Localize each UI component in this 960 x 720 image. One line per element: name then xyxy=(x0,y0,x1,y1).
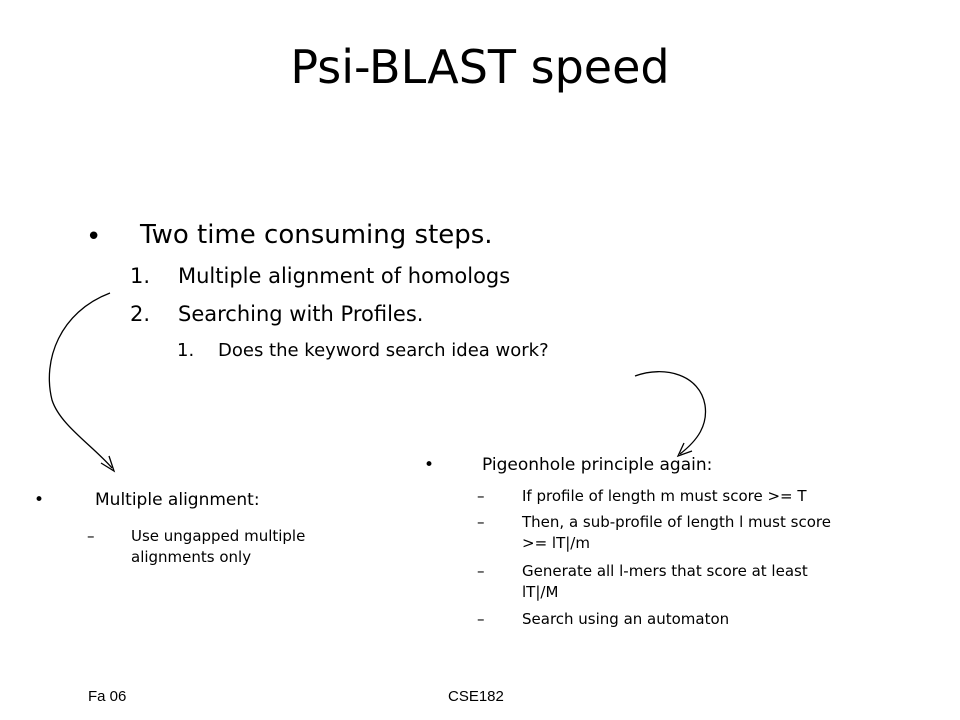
footer-left: Fa 06 xyxy=(88,688,127,705)
right-bullet: • xyxy=(424,455,435,475)
right-item-4-line-1: Search using an automaton xyxy=(522,610,730,628)
subitem-number: 1. xyxy=(177,340,195,361)
right-item-2-line-2: >= lT|/m xyxy=(522,534,590,552)
left-line-1: Use ungapped multiple xyxy=(131,527,306,545)
main-bullet: • xyxy=(86,222,102,252)
left-bullet: • xyxy=(34,490,45,510)
right-item-3-line-1: Generate all l-mers that score at least xyxy=(522,562,808,580)
item-1-text: Multiple alignment of homologs xyxy=(178,264,511,288)
right-dash-4: – xyxy=(477,610,485,628)
right-item-3-line-2: lT|/M xyxy=(522,583,559,601)
item-2-text: Searching with Profiles. xyxy=(178,302,424,326)
right-dash-3: – xyxy=(477,562,485,580)
left-heading: Multiple alignment: xyxy=(95,490,260,510)
main-heading: Two time consuming steps. xyxy=(140,220,493,250)
right-item-1-line-1: If profile of length m must score >= T xyxy=(522,487,807,505)
right-dash-2: – xyxy=(477,513,485,531)
slide-title: Psi-BLAST speed xyxy=(290,40,670,94)
item-2-number: 2. xyxy=(130,302,151,326)
subitem-text: Does the keyword search idea work? xyxy=(218,340,549,361)
left-curved-arrow xyxy=(49,293,112,468)
left-line-2: alignments only xyxy=(131,548,252,566)
right-heading: Pigeonhole principle again: xyxy=(482,455,713,475)
right-item-2-line-1: Then, a sub-profile of length l must score xyxy=(522,513,831,531)
item-1-number: 1. xyxy=(130,264,151,288)
left-dash: – xyxy=(87,527,95,545)
right-dash-1: – xyxy=(477,487,485,505)
right-curved-arrow xyxy=(635,372,706,454)
footer-center: CSE182 xyxy=(448,688,504,705)
